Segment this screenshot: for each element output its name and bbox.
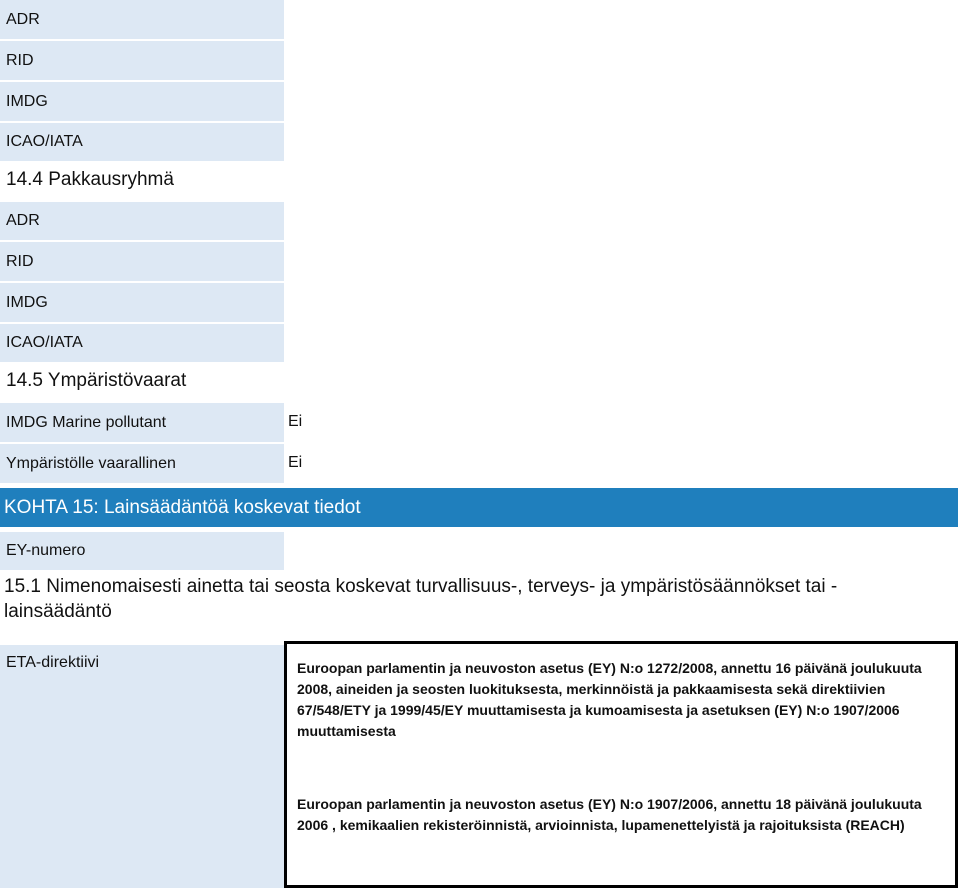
- regulation-reach-text: Euroopan parlamentin ja neuvoston asetus (EY) N:o 1907/2006, annettu 18 päivänä joulukuuta 2006 , kemikaalien rekisteröinnistä, arvioinnista, lupamenettelyistä ja rajoituksista (REACH): [297, 796, 922, 833]
- section-heading-15-1: 15.1 Nimenomaisesti ainetta tai seosta koskevat turvallisuus-, terveys- ja ympäristösäännökset tai -lainsäädäntö: [4, 576, 838, 622]
- packing-group-cell-adr: [0, 202, 284, 240]
- eta-directive-label-cell: [0, 645, 284, 888]
- section-heading-14-5: 14.5 Ympäristövaarat: [6, 370, 187, 391]
- transport-mode-label: IMDG: [6, 92, 48, 110]
- section-15-title-bar: [0, 488, 958, 527]
- regulation-clp-text: Euroopan parlamentin ja neuvoston asetus (EY) N:o 1272/2008, annettu 16 päivänä joulukuuta 2008, aineiden ja seosten luokituksesta, merkinnöistä ja pakkaamisesta sekä direktiivien 67/548/ETY ja 1999/45/EY muuttamisesta ja kumoamisesta ja asetuksen (EY) N:o 1907/2006 muuttamisesta: [297, 660, 922, 739]
- transport-mode-label: RID: [6, 51, 34, 69]
- marine-pollutant-label-cell: [0, 403, 284, 442]
- section-heading-14-4: 14.4 Pakkausryhmä: [6, 169, 174, 190]
- transport-mode-cell-adr: [0, 0, 284, 39]
- packing-group-cell-icao: [0, 324, 284, 362]
- transport-mode-cell-icao: [0, 123, 284, 161]
- regulations-box: [284, 641, 958, 888]
- transport-mode-label: IMDG: [6, 293, 48, 311]
- transport-mode-label: ADR: [6, 212, 40, 229]
- transport-mode-cell-imdg: [0, 82, 284, 121]
- ey-number-label-cell: [0, 532, 284, 570]
- transport-mode-cell-rid: [0, 41, 284, 80]
- environmental-hazard-label: Ympäristölle vaarallinen: [6, 454, 176, 472]
- transport-mode-label: RID: [6, 252, 34, 270]
- transport-mode-label: ICAO/IATA: [6, 334, 83, 351]
- packing-group-cell-imdg: [0, 283, 284, 322]
- transport-mode-label: ICAO/IATA: [6, 133, 83, 150]
- marine-pollutant-label: IMDG Marine pollutant: [6, 413, 167, 431]
- environmental-hazard-value: Ei: [288, 454, 303, 471]
- eta-directive-label: ETA-direktiivi: [6, 654, 100, 671]
- ey-number-label: EY-numero: [6, 542, 86, 559]
- transport-mode-label: ADR: [6, 10, 40, 28]
- environmental-hazard-label-cell: [0, 444, 284, 483]
- packing-group-cell-rid: [0, 242, 284, 281]
- section-15-title: KOHTA 15: Lainsäädäntöä koskevat tiedot: [4, 496, 361, 518]
- marine-pollutant-value: Ei: [288, 413, 303, 430]
